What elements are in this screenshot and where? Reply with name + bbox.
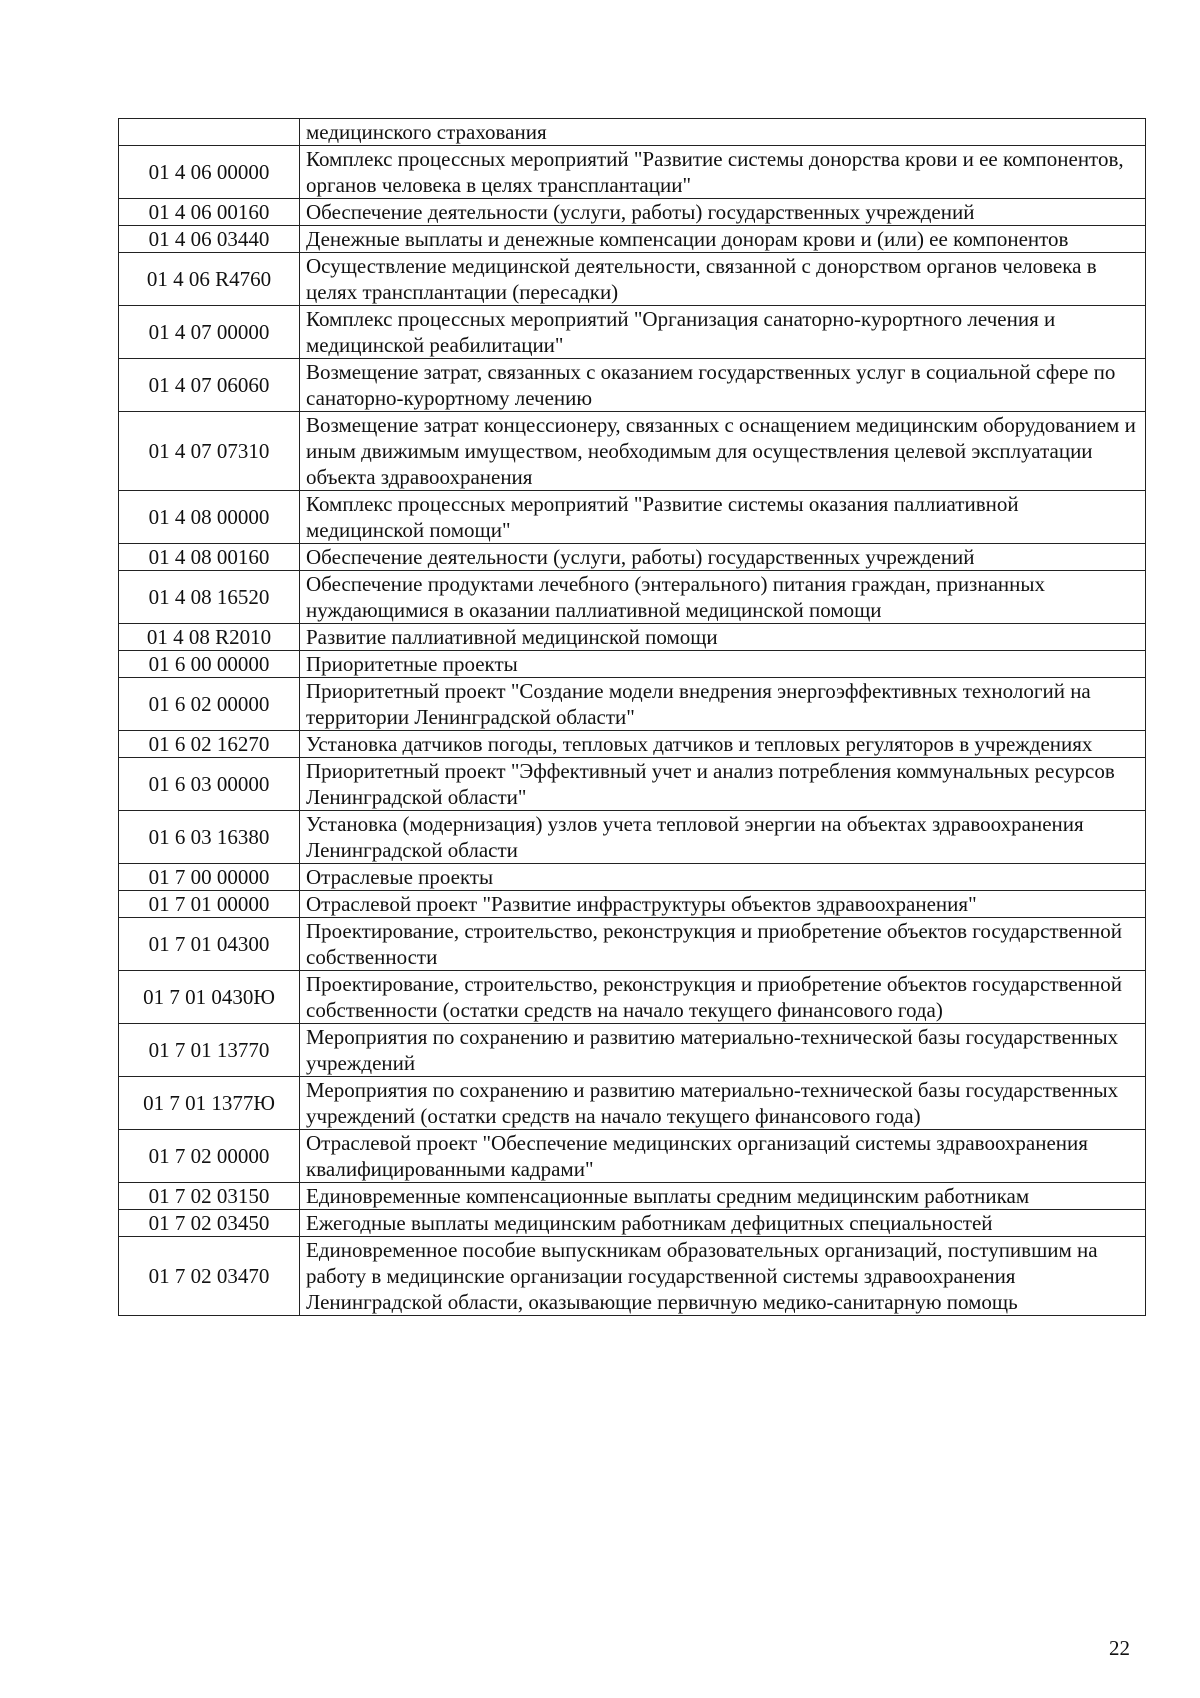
code-cell: 01 4 06 00160 [119, 199, 300, 226]
code-cell: 01 4 08 16520 [119, 571, 300, 624]
description-cell: Отраслевые проекты [300, 864, 1146, 891]
code-cell: 01 4 07 00000 [119, 306, 300, 359]
table-row [119, 971, 1146, 1024]
description-cell: Установка (модернизация) узлов учета тепловой энергии на объектах здравоохранения Ленинградской области [300, 811, 1146, 864]
description-cell: Мероприятия по сохранению и развитию материально-технической базы государственных учреждений [300, 1024, 1146, 1077]
description-cell: Обеспечение продуктами лечебного (энтерального) питания граждан, признанных нуждающимися в оказании паллиативной медицинской помощи [300, 571, 1146, 624]
code-cell: 01 7 01 00000 [119, 891, 300, 918]
table-row [119, 891, 1146, 918]
table-row [119, 1210, 1146, 1237]
table-row [119, 253, 1146, 306]
table-row [119, 1077, 1146, 1130]
code-cell: 01 4 06 03440 [119, 226, 300, 253]
description-cell: Установка датчиков погоды, тепловых датчиков и тепловых регуляторов в учреждениях [300, 731, 1146, 758]
description-cell: Комплекс процессных мероприятий "Развитие системы донорства крови и ее компонентов, органов человека в целях трансплантации" [300, 146, 1146, 199]
description-cell: Обеспечение деятельности (услуги, работы) государственных учреждений [300, 544, 1146, 571]
code-cell: 01 7 02 03470 [119, 1237, 300, 1316]
code-cell: 01 6 02 16270 [119, 731, 300, 758]
table-row [119, 651, 1146, 678]
table-row [119, 1130, 1146, 1183]
code-cell [119, 119, 300, 146]
code-cell: 01 4 08 00000 [119, 491, 300, 544]
description-cell: Проектирование, строительство, реконструкция и приобретение объектов государственной собственности (остатки средств на начало текущего финансового года) [300, 971, 1146, 1024]
code-cell: 01 7 00 00000 [119, 864, 300, 891]
description-cell: Осуществление медицинской деятельности, связанной с донорством органов человека в целях трансплантации (пересадки) [300, 253, 1146, 306]
code-cell: 01 6 02 00000 [119, 678, 300, 731]
description-cell: Обеспечение деятельности (услуги, работы) государственных учреждений [300, 199, 1146, 226]
description-cell: Возмещение затрат, связанных с оказанием государственных услуг в социальной сфере по санаторно-курортному лечению [300, 359, 1146, 412]
description-cell: Развитие паллиативной медицинской помощи [300, 624, 1146, 651]
code-cell: 01 4 06 00000 [119, 146, 300, 199]
description-cell: Приоритетные проекты [300, 651, 1146, 678]
description-cell: Возмещение затрат концессионеру, связанных с оснащением медицинским оборудованием и иным движимым имуществом, необходимым для осуществления целевой эксплуатации объекта здравоохранения [300, 412, 1146, 491]
code-cell: 01 7 01 1377Ю [119, 1077, 300, 1130]
table-row [119, 119, 1146, 146]
code-cell: 01 6 00 00000 [119, 651, 300, 678]
description-cell: Мероприятия по сохранению и развитию материально-технической базы государственных учреждений (остатки средств на начало текущего финансового года) [300, 1077, 1146, 1130]
table-row [119, 1183, 1146, 1210]
description-cell: Приоритетный проект "Эффективный учет и анализ потребления коммунальных ресурсов Ленинградской области" [300, 758, 1146, 811]
table-row [119, 1024, 1146, 1077]
description-cell: Отраслевой проект "Обеспечение медицинских организаций системы здравоохранения квалифицированными кадрами" [300, 1130, 1146, 1183]
description-cell: Единовременное пособие выпускникам образовательных организаций, поступившим на работу в медицинские организации государственной системы здравоохранения Ленинградской области, оказывающие первичную медико-санитарную помощь [300, 1237, 1146, 1316]
table-row [119, 544, 1146, 571]
table-row [119, 811, 1146, 864]
description-cell: Ежегодные выплаты медицинским работникам дефицитных специальностей [300, 1210, 1146, 1237]
table-row [119, 199, 1146, 226]
table-row [119, 226, 1146, 253]
code-cell: 01 7 02 03450 [119, 1210, 300, 1237]
table-row [119, 678, 1146, 731]
budget-code-table [118, 118, 1146, 1316]
table-row [119, 864, 1146, 891]
code-cell: 01 7 01 04300 [119, 918, 300, 971]
page-number: 22 [1109, 1636, 1130, 1660]
code-cell: 01 4 07 07310 [119, 412, 300, 491]
code-cell: 01 4 07 06060 [119, 359, 300, 412]
table-row [119, 146, 1146, 199]
description-cell: Комплекс процессных мероприятий "Развитие системы оказания паллиативной медицинской помощи" [300, 491, 1146, 544]
table-row [119, 1237, 1146, 1316]
table-row [119, 306, 1146, 359]
code-cell: 01 7 02 00000 [119, 1130, 300, 1183]
description-cell: Отраслевой проект "Развитие инфраструктуры объектов здравоохранения" [300, 891, 1146, 918]
code-cell: 01 4 08 00160 [119, 544, 300, 571]
code-cell: 01 4 06 R4760 [119, 253, 300, 306]
table-row [119, 731, 1146, 758]
code-cell: 01 6 03 16380 [119, 811, 300, 864]
code-cell: 01 7 01 0430Ю [119, 971, 300, 1024]
table-row [119, 918, 1146, 971]
table-row [119, 491, 1146, 544]
description-cell: Приоритетный проект "Создание модели внедрения энергоэффективных технологий на территории Ленинградской области" [300, 678, 1146, 731]
code-cell: 01 4 08 R2010 [119, 624, 300, 651]
description-cell: Денежные выплаты и денежные компенсации донорам крови и (или) ее компонентов [300, 226, 1146, 253]
code-cell: 01 6 03 00000 [119, 758, 300, 811]
table-row [119, 758, 1146, 811]
description-cell: Единовременные компенсационные выплаты средним медицинским работникам [300, 1183, 1146, 1210]
table-row [119, 359, 1146, 412]
description-cell: Комплекс процессных мероприятий "Организация санаторно-курортного лечения и медицинской реабилитации" [300, 306, 1146, 359]
code-cell: 01 7 01 13770 [119, 1024, 300, 1077]
table-row [119, 412, 1146, 491]
table-row [119, 571, 1146, 624]
code-cell: 01 7 02 03150 [119, 1183, 300, 1210]
description-cell: медицинского страхования [300, 119, 1146, 146]
table-row [119, 624, 1146, 651]
description-cell: Проектирование, строительство, реконструкция и приобретение объектов государственной собственности [300, 918, 1146, 971]
